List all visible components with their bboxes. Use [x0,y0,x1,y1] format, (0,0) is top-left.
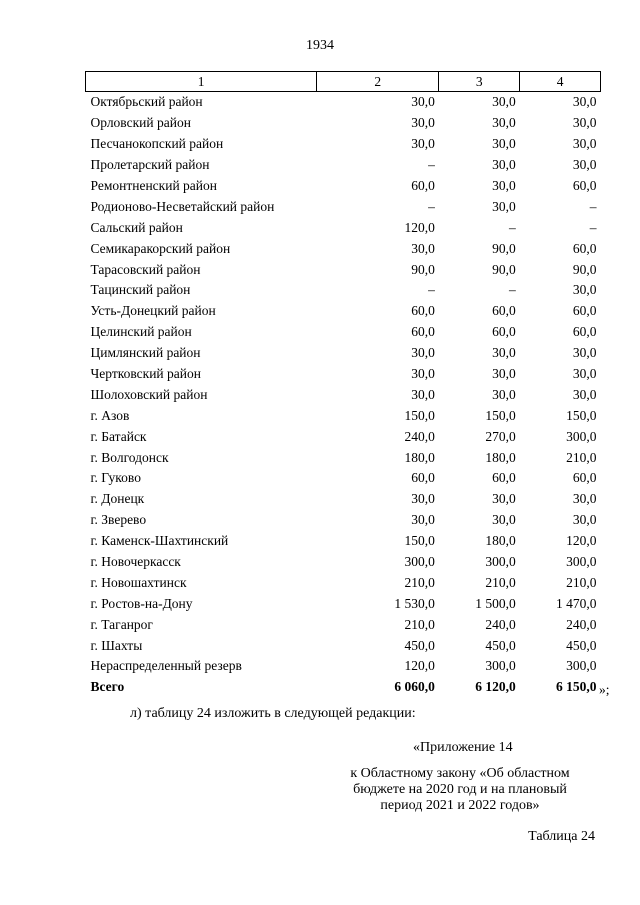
value-cell: – [428,198,435,214]
table-row [86,572,601,593]
value-cell: 30,0 [411,115,435,131]
table-row [86,280,601,301]
total-row [86,677,601,698]
value-cell: 30,0 [411,491,435,507]
value-cell: 6 060,0 [394,679,435,695]
value-cell: – [589,219,597,235]
table-row [86,238,601,259]
row-name: г. Батайск [90,428,147,444]
table-row [86,134,601,155]
value-cell: 450,0 [566,637,597,653]
total-label: Всего [90,679,125,695]
value-cell: 60,0 [492,303,516,319]
value-cell: 60,0 [411,470,435,486]
row-name: Шолоховский район [90,386,208,402]
value-cell: 1 530,0 [394,595,435,611]
value-cell: 90,0 [572,261,597,277]
value-cell: 30,0 [572,386,597,402]
row-name: г. Каменск-Шахтинский [90,533,229,549]
value-cell: 30,0 [492,115,516,131]
value-cell: 30,0 [492,178,516,193]
value-cell: 180,0 [485,533,516,549]
law-reference [300,766,620,814]
table-row [86,489,601,510]
row-name: Песчанокопский район [90,136,224,152]
row-name: Сальский район [90,219,183,235]
column-header: 2 [317,72,439,92]
value-cell: 30,0 [411,512,435,528]
row-name: Тацинский район [90,282,191,298]
value-cell: 210,0 [566,574,597,590]
row-name: Октябрьский район [90,94,203,110]
table-row [86,322,601,343]
row-name: г. Гуково [90,470,141,486]
value-cell: 30,0 [492,386,516,402]
value-cell: – [428,282,435,298]
value-cell: 150,0 [485,407,516,423]
row-name: Ремонтненский район [90,178,217,193]
table-body [86,92,601,698]
table-row [86,364,601,385]
value-cell: 180,0 [485,449,516,465]
value-cell: 210,0 [566,449,597,465]
value-cell: 60,0 [411,324,435,340]
value-cell: 30,0 [411,94,435,110]
table-header-row [86,72,601,92]
table-row [86,531,601,552]
value-cell: 30,0 [572,345,597,361]
value-cell: 1 500,0 [475,595,516,611]
row-name: Чертковский район [90,366,201,382]
value-cell: 30,0 [492,366,516,382]
value-cell: 150,0 [566,407,597,423]
value-cell: 1 470,0 [556,595,597,611]
value-cell: 6 120,0 [475,679,516,695]
row-name: г. Таганрог [90,616,153,632]
row-name: г. Ростов-на-Дону [90,595,193,611]
value-cell: 210,0 [404,574,435,590]
value-cell: 30,0 [572,115,597,131]
value-cell: – [508,282,516,298]
value-cell: 150,0 [404,407,435,423]
value-cell: 30,0 [572,282,597,298]
value-cell: 30,0 [492,491,516,507]
row-name: Пролетарский район [90,157,210,173]
value-cell: 60,0 [572,240,597,256]
value-cell: 30,0 [572,136,597,152]
value-cell: 60,0 [492,470,516,486]
table-row [86,447,601,468]
table-row [86,301,601,322]
row-name: Родионово-Несветайский район [90,198,275,214]
column-header: 3 [439,72,520,92]
value-cell: 30,0 [572,491,597,507]
value-cell: 300,0 [404,554,435,570]
value-cell: 120,0 [566,533,597,549]
value-cell: – [508,219,516,235]
row-name: г. Донецк [90,491,145,507]
value-cell: 270,0 [485,428,516,444]
row-name: Нераспределенный резерв [90,658,242,674]
value-cell: 180,0 [404,449,435,465]
table-row [86,384,601,405]
row-name: г. Азов [90,407,130,423]
value-cell: 60,0 [572,470,597,486]
page-number: 1934 [306,38,334,53]
value-cell: 60,0 [492,324,516,340]
row-name: Семикаракорский район [90,240,231,256]
law-reference-line: к Областному закону «Об областном [350,766,570,781]
value-cell: 240,0 [485,616,516,632]
value-cell: 30,0 [411,386,435,402]
table-label: Таблица 24 [528,829,595,844]
value-cell: 30,0 [492,345,516,361]
value-cell: 60,0 [411,178,435,193]
value-cell: 60,0 [572,324,597,340]
column-header: 1 [86,72,317,92]
value-cell: 300,0 [566,554,597,570]
table-row [86,405,601,426]
value-cell: 120,0 [404,219,435,235]
table-row [86,635,601,656]
value-cell: – [589,198,597,214]
law-reference-line: период 2021 и 2022 годов» [380,798,540,813]
value-cell: 90,0 [492,240,516,256]
value-cell: 300,0 [566,428,597,444]
table-row [86,196,601,217]
column-header: 4 [520,72,601,92]
row-name: г. Шахты [90,637,143,653]
value-cell: 210,0 [485,574,516,590]
table-row [86,593,601,614]
row-name: г. Волгодонск [90,449,169,465]
value-cell: 30,0 [572,366,597,382]
value-cell: 30,0 [411,240,435,256]
table-row [86,155,601,176]
row-name: Усть-Донецкий район [90,303,216,319]
value-cell: 30,0 [492,198,516,214]
table-row [86,343,601,364]
value-cell: 300,0 [485,554,516,570]
table-row [86,426,601,447]
table-row [86,92,601,113]
table-row [86,217,601,238]
row-name: Тарасовский район [90,261,201,277]
row-name: г. Новочеркасск [90,554,181,570]
value-cell: 6 150,0 [556,679,597,695]
value-cell: 210,0 [404,616,435,632]
value-cell: 30,0 [492,512,516,528]
value-cell: 240,0 [404,428,435,444]
value-cell: 450,0 [485,637,516,653]
law-reference-line: бюджете на 2020 год и на плановый [353,782,567,797]
value-cell: 30,0 [411,366,435,382]
value-cell: 60,0 [572,303,597,319]
value-cell: 60,0 [572,178,597,193]
value-cell: 90,0 [411,261,435,277]
value-cell: 300,0 [566,658,597,674]
value-cell: 30,0 [411,136,435,152]
value-cell: 30,0 [572,94,597,110]
row-name: Орловский район [90,115,191,131]
table-row [86,176,601,197]
value-cell: 150,0 [404,533,435,549]
value-cell: 30,0 [492,157,516,173]
table-row [86,468,601,489]
value-cell: 30,0 [492,94,516,110]
closing-quote: »; [599,682,610,697]
value-cell: 240,0 [566,616,597,632]
budget-table [85,71,601,698]
value-cell: 30,0 [572,157,597,173]
value-cell: 300,0 [485,658,516,674]
table-row [86,113,601,134]
row-name: Целинский район [90,324,192,340]
table-row [86,552,601,573]
table-row [86,510,601,531]
row-name: г. Зверево [90,512,147,528]
table-row [86,259,601,280]
instruction-text: л) таблицу 24 изложить в следующей редакции: [130,706,416,721]
value-cell: 90,0 [492,261,516,277]
table-row [86,656,601,677]
value-cell: 30,0 [492,136,516,152]
value-cell: 30,0 [411,345,435,361]
row-name: Цимлянский район [90,345,201,361]
value-cell: 30,0 [572,512,597,528]
table-row [86,614,601,635]
value-cell: 60,0 [411,303,435,319]
value-cell: 120,0 [404,658,435,674]
appendix-title: «Приложение 14 [413,740,513,755]
value-cell: – [428,157,435,173]
value-cell: 450,0 [404,637,435,653]
row-name: г. Новошахтинск [90,574,187,590]
